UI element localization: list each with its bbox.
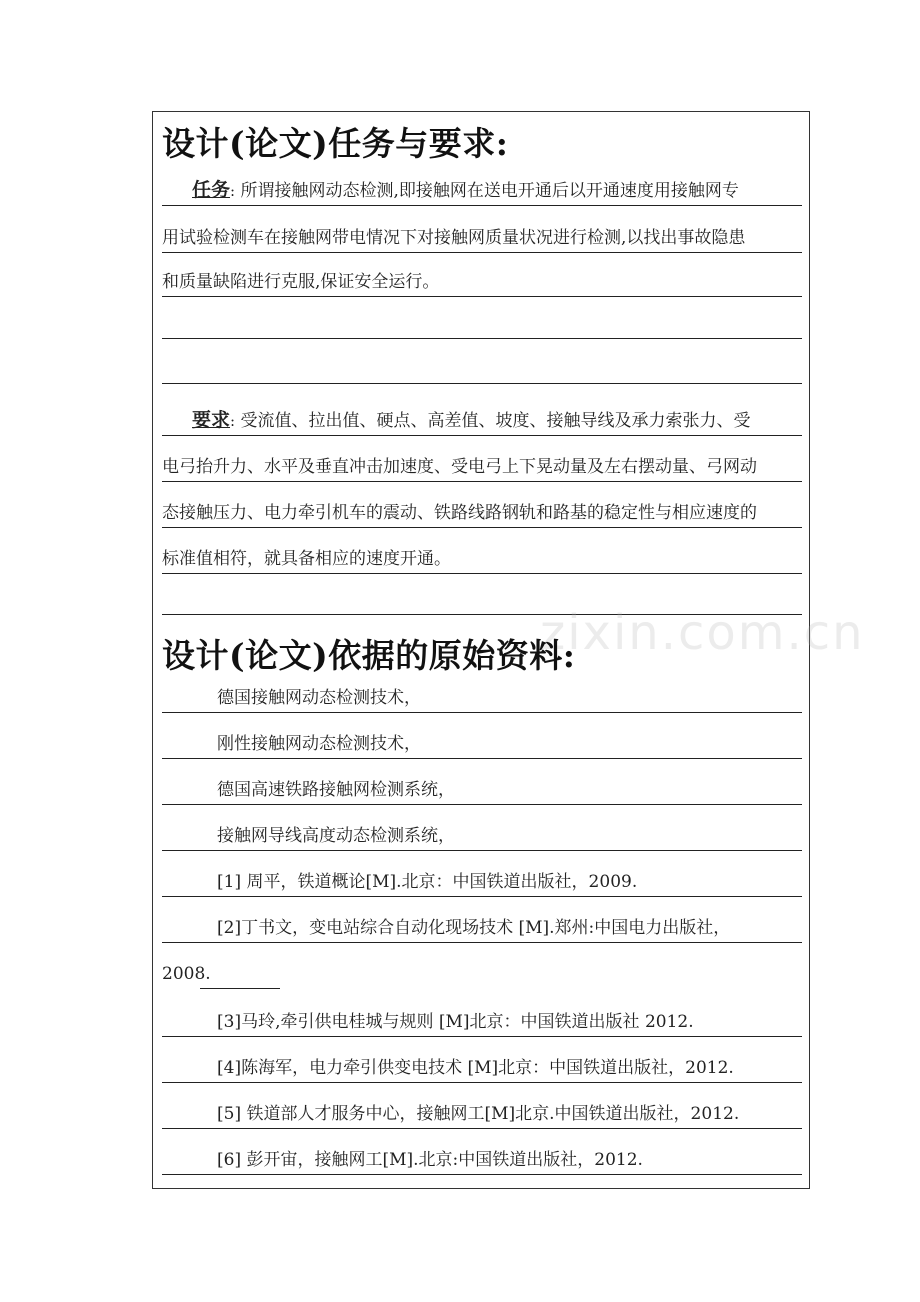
reference-item-continuation: 2008. — [162, 964, 211, 984]
reference-item: [2]丁书文，变电站综合自动化现场技术 [M].郑州:中国电力出版社， — [162, 918, 802, 943]
reference-item: 德国接触网动态检测技术， — [162, 688, 802, 713]
reference-item: [4]陈海军，电力牵引供变电技术 [M]北京：中国铁道出版社，2012. — [162, 1058, 802, 1083]
section2-title: 设计(论文)依据的原始资料: — [162, 636, 576, 675]
req-line-4: 标准值相符，就具备相应的速度开通。 — [162, 549, 802, 574]
task-line-2: 用试验检测车在接触网带电情况下对接触网质量状况进行检测,以找出事故隐患 — [162, 228, 802, 253]
reference-item: [3]马玲,牵引供电桂城与规则 [M]北京：中国铁道出版社 2012. — [162, 1012, 802, 1037]
req-line-3: 态接触压力、电力牵引机车的震动、铁路线路钢轨和路基的稳定性与相应速度的 — [162, 503, 802, 528]
reference-item: [6] 彭开宙，接触网工[M].北京:中国铁道出版社，2012. — [162, 1150, 802, 1175]
section1-title: 设计(论文)任务与要求: — [162, 124, 509, 163]
reference-item: [5] 铁道部人才服务中心，接触网工[M]北京.中国铁道出版社，2012. — [162, 1104, 802, 1129]
req-line-2: 电弓抬升力、水平及垂直冲击加速度、受电弓上下晃动量及左右摆动量、弓网动 — [162, 457, 802, 482]
blank-rule — [162, 383, 802, 384]
req-label: 要求 — [192, 409, 231, 431]
task-label: 任务 — [192, 179, 231, 201]
req-line-1: 要求: 受流值、拉出值、硬点、高差值、坡度、接触导线及承力索张力、受 — [162, 410, 802, 436]
task-line-3: 和质量缺陷进行克服,保证安全运行。 — [162, 272, 802, 297]
reference-item: 接触网导线高度动态检测系统， — [162, 826, 802, 851]
continuation-underline — [200, 988, 280, 989]
blank-rule — [162, 338, 802, 339]
reference-item: 刚性接触网动态检测技术， — [162, 734, 802, 759]
reference-item: [1] 周平，铁道概论[M].北京：中国铁道出版社，2009. — [162, 872, 802, 897]
task-line-1: 任务: 所谓接触网动态检测,即接触网在送电开通后以开通速度用接触网专 — [162, 180, 802, 206]
reference-item: 德国高速铁路接触网检测系统， — [162, 780, 802, 805]
watermark: zixin.com.cn — [540, 605, 865, 661]
